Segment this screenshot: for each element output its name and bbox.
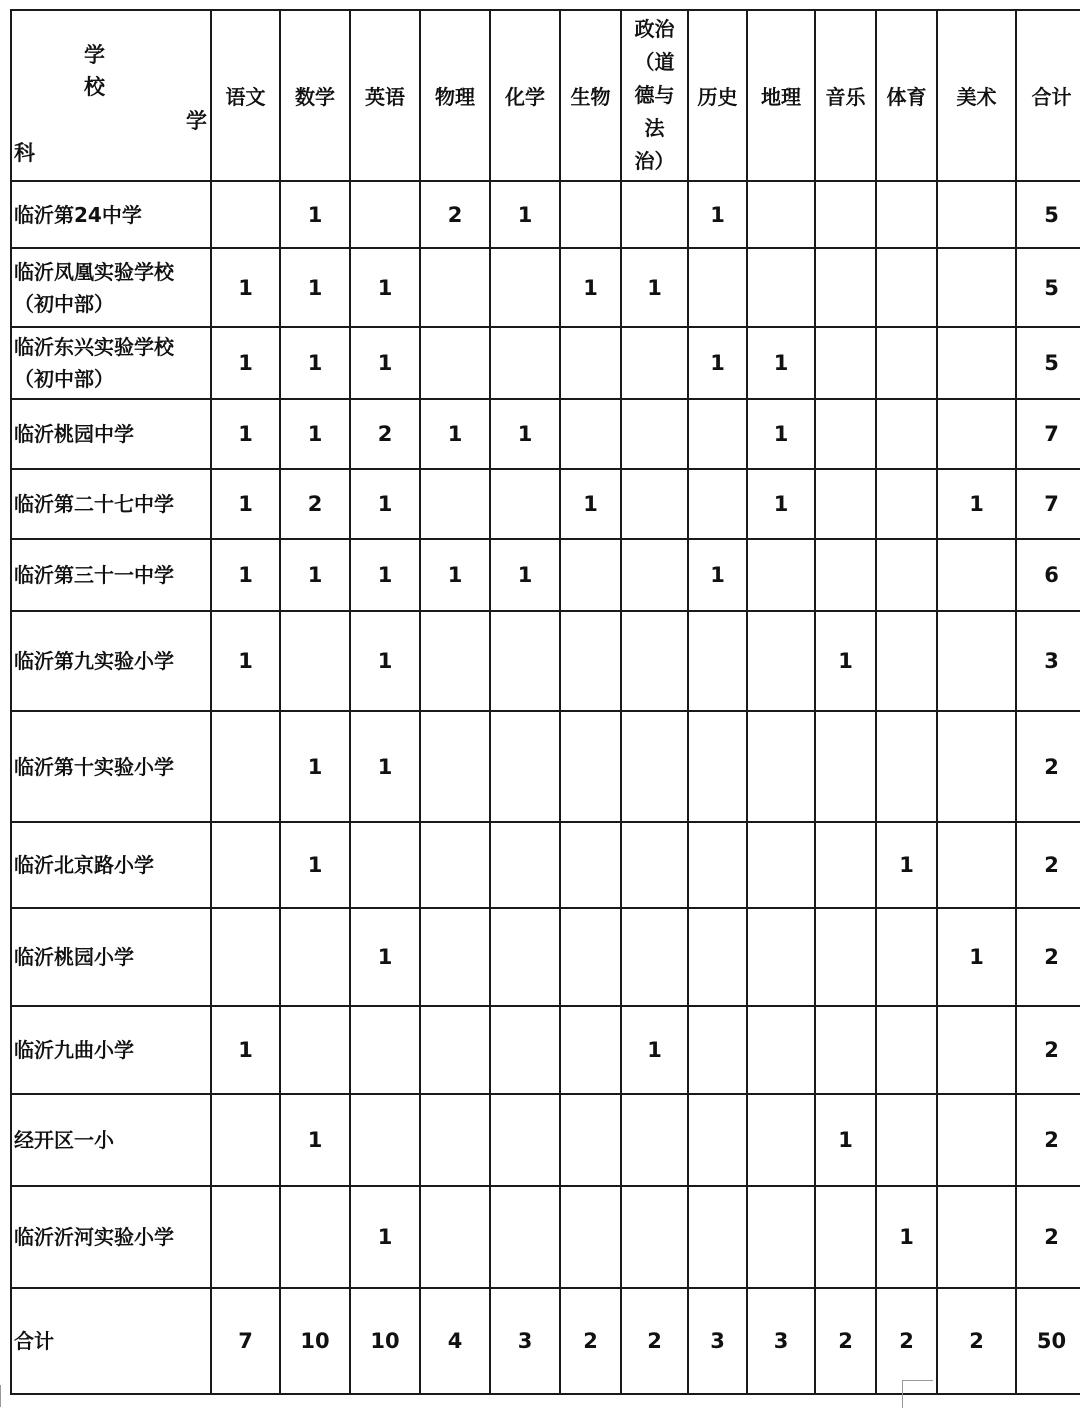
corner-subject-part2: 科	[14, 141, 35, 165]
count-cell	[420, 822, 490, 908]
count-cell: 1	[280, 1094, 350, 1186]
count-cell: 1	[490, 181, 560, 248]
count-cell: 1	[815, 611, 876, 711]
column-total-cell: 2	[876, 1288, 937, 1394]
school-name-cell: 临沂第十实验小学	[11, 711, 211, 822]
school-name-cell: 临沂第九实验小学	[11, 611, 211, 711]
count-cell	[560, 181, 621, 248]
count-cell: 1	[937, 469, 1016, 539]
table-row	[11, 399, 1080, 469]
subject-header-lishi: 历史	[688, 10, 747, 181]
count-cell: 1	[621, 248, 688, 327]
count-cell: 1	[211, 1006, 280, 1094]
subject-header-zhengzhi	[621, 10, 688, 181]
count-cell	[211, 1186, 280, 1288]
count-cell	[876, 469, 937, 539]
table-row	[11, 1186, 1080, 1288]
count-cell	[688, 908, 747, 1006]
count-cell	[937, 1094, 1016, 1186]
count-cell: 1	[350, 327, 420, 399]
count-cell: 1	[211, 539, 280, 611]
count-cell	[350, 181, 420, 248]
count-cell	[420, 1094, 490, 1186]
count-cell: 1	[747, 399, 815, 469]
table-row	[11, 469, 1080, 539]
count-cell	[621, 539, 688, 611]
count-cell: 1	[350, 908, 420, 1006]
count-cell	[490, 1006, 560, 1094]
count-cell	[490, 248, 560, 327]
count-cell: 1	[815, 1094, 876, 1186]
count-cell	[815, 822, 876, 908]
table-row	[11, 611, 1080, 711]
count-cell	[747, 539, 815, 611]
count-cell	[688, 469, 747, 539]
count-cell	[747, 711, 815, 822]
count-cell	[211, 908, 280, 1006]
count-cell	[621, 399, 688, 469]
count-cell	[490, 1186, 560, 1288]
count-cell	[815, 469, 876, 539]
row-total-cell: 2	[1016, 1186, 1080, 1288]
row-total-cell: 5	[1016, 327, 1080, 399]
subject-header-yingyu: 英语	[350, 10, 420, 181]
count-cell	[937, 327, 1016, 399]
count-cell	[560, 327, 621, 399]
count-cell	[747, 181, 815, 248]
grand-total-cell: 50	[1016, 1288, 1080, 1394]
politics-line: （道	[634, 50, 675, 74]
allocation-table	[10, 9, 1080, 1395]
count-cell: 1	[211, 399, 280, 469]
count-cell: 1	[280, 711, 350, 822]
count-cell	[420, 1186, 490, 1288]
count-cell	[876, 248, 937, 327]
column-total-cell: 10	[280, 1288, 350, 1394]
table-row	[11, 1006, 1080, 1094]
school-name-cell: 临沂第三十一中学	[11, 539, 211, 611]
count-cell	[621, 711, 688, 822]
count-cell	[937, 539, 1016, 611]
count-cell	[420, 327, 490, 399]
count-cell	[420, 908, 490, 1006]
count-cell	[280, 908, 350, 1006]
count-cell: 1	[280, 539, 350, 611]
count-cell: 1	[420, 539, 490, 611]
row-total-cell: 6	[1016, 539, 1080, 611]
count-cell	[876, 327, 937, 399]
count-cell	[747, 1006, 815, 1094]
count-cell	[688, 711, 747, 822]
row-total-cell: 5	[1016, 181, 1080, 248]
count-cell	[280, 1186, 350, 1288]
count-cell: 1	[937, 908, 1016, 1006]
count-cell	[815, 327, 876, 399]
count-cell	[621, 908, 688, 1006]
count-cell	[688, 611, 747, 711]
count-cell	[747, 822, 815, 908]
count-cell	[490, 908, 560, 1006]
count-cell: 1	[688, 181, 747, 248]
count-cell: 1	[211, 327, 280, 399]
column-total-cell: 2	[815, 1288, 876, 1394]
count-cell	[560, 711, 621, 822]
count-cell	[937, 711, 1016, 822]
count-cell	[621, 611, 688, 711]
column-total-cell: 4	[420, 1288, 490, 1394]
count-cell	[937, 1006, 1016, 1094]
politics-line: 德与	[634, 83, 675, 107]
count-cell	[688, 1186, 747, 1288]
count-cell	[490, 1094, 560, 1186]
count-cell	[876, 1006, 937, 1094]
count-cell: 1	[280, 399, 350, 469]
count-cell	[815, 908, 876, 1006]
subject-header-dili: 地理	[747, 10, 815, 181]
count-cell: 1	[688, 539, 747, 611]
count-cell: 1	[560, 248, 621, 327]
page-corner-mark-left	[0, 1385, 11, 1407]
count-cell	[937, 611, 1016, 711]
count-cell	[876, 181, 937, 248]
count-cell: 1	[490, 399, 560, 469]
count-cell	[560, 611, 621, 711]
count-cell	[211, 1094, 280, 1186]
row-total-cell: 7	[1016, 399, 1080, 469]
count-cell: 1	[350, 248, 420, 327]
table-row	[11, 1094, 1080, 1186]
count-cell	[211, 711, 280, 822]
subject-header-tiyu: 体育	[876, 10, 937, 181]
totals-label-cell: 合计	[11, 1288, 211, 1394]
page-corner-mark-right	[902, 1380, 933, 1408]
count-cell: 1	[420, 399, 490, 469]
count-cell	[815, 399, 876, 469]
count-cell	[937, 181, 1016, 248]
count-cell	[621, 822, 688, 908]
subject-header-wuli: 物理	[420, 10, 490, 181]
count-cell: 1	[211, 469, 280, 539]
header-row	[11, 10, 1080, 181]
count-cell	[876, 1094, 937, 1186]
count-cell	[747, 908, 815, 1006]
count-cell	[621, 469, 688, 539]
table-row	[11, 711, 1080, 822]
count-cell	[560, 1094, 621, 1186]
school-name-cell: 临沂沂河实验小学	[11, 1186, 211, 1288]
count-cell: 1	[211, 611, 280, 711]
count-cell: 2	[280, 469, 350, 539]
count-cell	[937, 248, 1016, 327]
subject-header-shuxue: 数学	[280, 10, 350, 181]
count-cell	[747, 248, 815, 327]
subject-header-heji: 合计	[1016, 10, 1080, 181]
table-row	[11, 181, 1080, 248]
count-cell	[688, 1006, 747, 1094]
column-total-cell: 10	[350, 1288, 420, 1394]
count-cell: 1	[280, 181, 350, 248]
count-cell: 1	[350, 1186, 420, 1288]
count-cell	[490, 822, 560, 908]
row-total-cell: 3	[1016, 611, 1080, 711]
row-total-cell: 2	[1016, 908, 1080, 1006]
row-total-cell: 2	[1016, 1094, 1080, 1186]
count-cell	[211, 181, 280, 248]
count-cell	[815, 181, 876, 248]
count-cell	[621, 327, 688, 399]
count-cell	[560, 399, 621, 469]
subject-header-meishu: 美术	[937, 10, 1016, 181]
count-cell	[688, 399, 747, 469]
count-cell	[621, 1094, 688, 1186]
count-cell: 1	[688, 327, 747, 399]
corner-header-cell	[11, 10, 211, 181]
count-cell: 1	[280, 327, 350, 399]
count-cell: 1	[876, 1186, 937, 1288]
count-cell: 1	[350, 711, 420, 822]
count-cell: 1	[350, 539, 420, 611]
count-cell	[815, 1186, 876, 1288]
school-name-cell: 临沂第24中学	[11, 181, 211, 248]
column-total-cell: 3	[747, 1288, 815, 1394]
school-name-cell: 临沂桃园中学	[11, 399, 211, 469]
row-total-cell: 2	[1016, 822, 1080, 908]
row-total-cell: 7	[1016, 469, 1080, 539]
count-cell: 1	[211, 248, 280, 327]
subject-header-yinyue: 音乐	[815, 10, 876, 181]
column-total-cell: 2	[937, 1288, 1016, 1394]
table-row	[11, 822, 1080, 908]
count-cell	[420, 1006, 490, 1094]
row-total-cell: 2	[1016, 711, 1080, 822]
count-cell	[937, 399, 1016, 469]
count-cell	[350, 1006, 420, 1094]
count-cell: 1	[621, 1006, 688, 1094]
count-cell	[876, 711, 937, 822]
corner-subject-part1: 学	[186, 109, 207, 133]
count-cell	[876, 399, 937, 469]
school-name-cell: 临沂凤凰实验学校（初中部）	[11, 248, 211, 327]
column-total-cell: 2	[560, 1288, 621, 1394]
count-cell	[490, 327, 560, 399]
count-cell	[560, 539, 621, 611]
subject-header-shengwu: 生物	[560, 10, 621, 181]
count-cell	[420, 248, 490, 327]
subject-header-huaxue: 化学	[490, 10, 560, 181]
count-cell	[815, 539, 876, 611]
count-cell	[876, 908, 937, 1006]
count-cell	[420, 469, 490, 539]
count-cell	[560, 1186, 621, 1288]
count-cell	[490, 711, 560, 822]
count-cell	[211, 822, 280, 908]
column-total-cell: 3	[490, 1288, 560, 1394]
corner-school-part2: 校	[84, 75, 105, 99]
table-row	[11, 248, 1080, 327]
count-cell	[350, 822, 420, 908]
count-cell: 1	[350, 469, 420, 539]
count-cell	[490, 611, 560, 711]
count-cell: 1	[280, 822, 350, 908]
count-cell	[560, 1006, 621, 1094]
count-cell	[621, 1186, 688, 1288]
subject-header-yuwen: 语文	[211, 10, 280, 181]
count-cell	[688, 248, 747, 327]
totals-row	[11, 1288, 1080, 1394]
count-cell: 1	[350, 611, 420, 711]
table-row	[11, 908, 1080, 1006]
count-cell	[621, 181, 688, 248]
school-name-cell: 经开区一小	[11, 1094, 211, 1186]
count-cell: 1	[560, 469, 621, 539]
count-cell: 2	[350, 399, 420, 469]
count-cell: 1	[490, 539, 560, 611]
table-row	[11, 327, 1080, 399]
count-cell: 1	[280, 248, 350, 327]
row-total-cell: 5	[1016, 248, 1080, 327]
school-name-cell: 临沂北京路小学	[11, 822, 211, 908]
column-total-cell: 7	[211, 1288, 280, 1394]
count-cell: 1	[876, 822, 937, 908]
count-cell	[560, 908, 621, 1006]
count-cell	[490, 469, 560, 539]
count-cell	[420, 711, 490, 822]
politics-line: 治）	[634, 149, 675, 173]
column-total-cell: 3	[688, 1288, 747, 1394]
politics-line: 法	[644, 116, 665, 140]
count-cell	[420, 611, 490, 711]
school-name-cell: 临沂九曲小学	[11, 1006, 211, 1094]
count-cell	[937, 1186, 1016, 1288]
table-row	[11, 539, 1080, 611]
count-cell	[937, 822, 1016, 908]
count-cell	[560, 822, 621, 908]
count-cell	[815, 711, 876, 822]
corner-school-part1: 学	[84, 43, 105, 67]
count-cell	[350, 1094, 420, 1186]
count-cell	[815, 1006, 876, 1094]
column-total-cell: 2	[621, 1288, 688, 1394]
count-cell	[280, 611, 350, 711]
politics-line: 政治	[634, 17, 675, 41]
count-cell	[747, 611, 815, 711]
count-cell: 1	[747, 469, 815, 539]
row-total-cell: 2	[1016, 1006, 1080, 1094]
count-cell	[280, 1006, 350, 1094]
count-cell: 2	[420, 181, 490, 248]
count-cell	[876, 611, 937, 711]
school-name-cell: 临沂桃园小学	[11, 908, 211, 1006]
count-cell	[747, 1186, 815, 1288]
count-cell	[688, 822, 747, 908]
count-cell: 1	[747, 327, 815, 399]
count-cell	[688, 1094, 747, 1186]
count-cell	[815, 248, 876, 327]
school-name-cell: 临沂东兴实验学校（初中部）	[11, 327, 211, 399]
count-cell	[876, 539, 937, 611]
count-cell	[747, 1094, 815, 1186]
school-name-cell: 临沂第二十七中学	[11, 469, 211, 539]
